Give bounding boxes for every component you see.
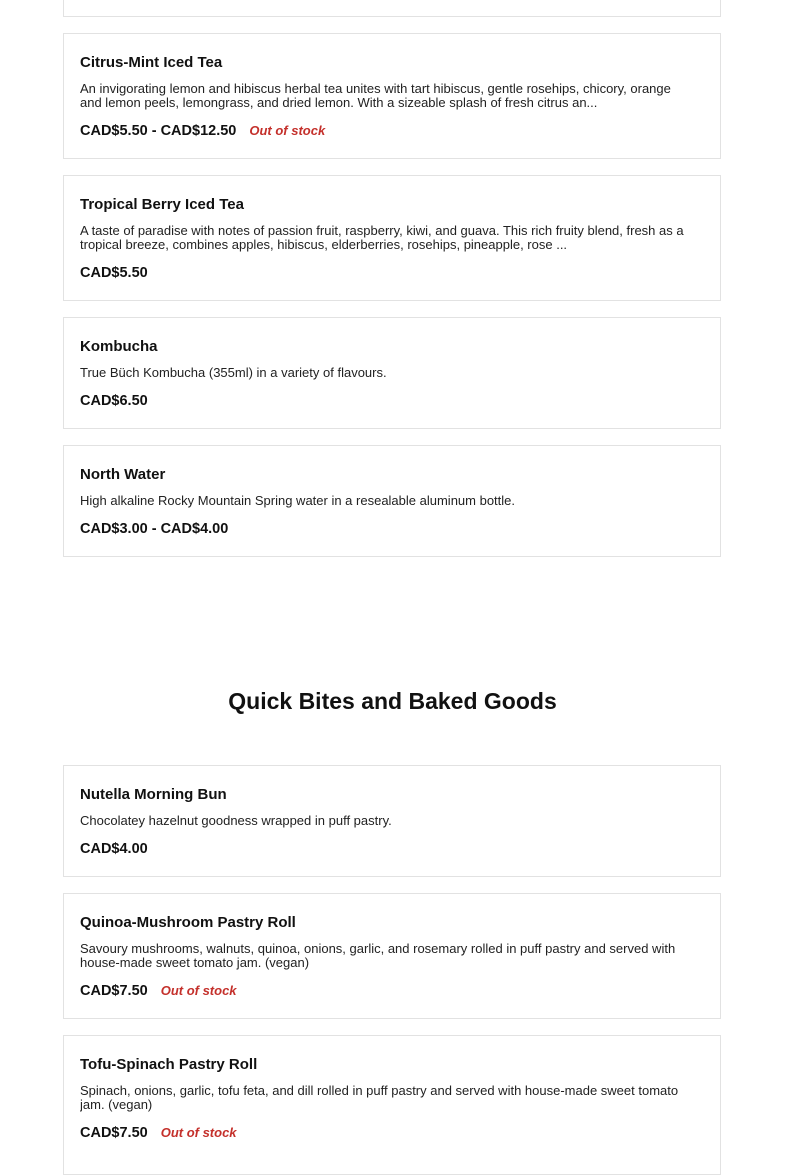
item-description: True Büch Kombucha (355ml) in a variety of flavours.	[80, 366, 387, 380]
item-price: CAD$6.50	[80, 393, 148, 409]
menu-item-card-citrus-mint-iced-tea[interactable]	[63, 33, 721, 159]
item-description: An invigorating lemon and hibiscus herbal tea unites with tart hibiscus, gentle rosehips, chicory, orange and lemon peels, lemongrass, and dried lemon. With a sizeable splash of fresh citrus an...	[80, 82, 671, 110]
menu-item-card-nutella-morning-bun[interactable]	[63, 765, 721, 877]
out-of-stock-badge: Out of stock	[160, 983, 237, 998]
item-name: Quinoa-Mushroom Pastry Roll	[80, 914, 296, 931]
menu-item-card-tropical-berry-iced-tea[interactable]	[63, 175, 721, 301]
item-price: CAD$4.00	[80, 841, 148, 857]
item-price: CAD$7.50	[80, 983, 148, 999]
section-title-quick-bites: Quick Bites and Baked Goods	[228, 688, 557, 714]
menu-item-card-kombucha[interactable]	[63, 317, 721, 429]
item-price: CAD$7.50	[80, 1125, 148, 1141]
item-name: Nutella Morning Bun	[80, 786, 227, 803]
menu-item-card-quinoa-mushroom-pastry-roll[interactable]	[63, 893, 721, 1019]
menu-item-card-tofu-spinach-pastry-roll[interactable]	[63, 1035, 721, 1175]
item-description: High alkaline Rocky Mountain Spring water in a resealable aluminum bottle.	[80, 494, 516, 508]
price-row	[80, 1124, 237, 1142]
item-name: Tropical Berry Iced Tea	[80, 196, 244, 213]
item-description: A taste of paradise with notes of passion fruit, raspberry, kiwi, and guava. This rich fruity blend, fresh as a tropical breeze, combines apples, hibiscus, elderberries, rosehips, pineapple, rose ...	[80, 224, 684, 252]
price-row	[80, 982, 237, 1000]
price-row	[80, 392, 148, 410]
item-price: CAD$5.50 - CAD$12.50	[80, 123, 237, 139]
item-description: Chocolatey hazelnut goodness wrapped in puff pastry.	[80, 814, 392, 828]
item-name: Kombucha	[80, 338, 158, 355]
item-name: Tofu-Spinach Pastry Roll	[80, 1056, 258, 1073]
menu-item-card-north-water[interactable]	[63, 445, 721, 557]
item-price: CAD$5.50	[80, 265, 148, 281]
item-name: North Water	[80, 466, 166, 483]
item-name: Citrus-Mint Iced Tea	[80, 54, 223, 71]
price-row	[80, 264, 148, 282]
price-row	[80, 122, 325, 140]
out-of-stock-badge: Out of stock	[160, 1125, 237, 1140]
price-row	[80, 520, 228, 538]
item-description: Savoury mushrooms, walnuts, quinoa, onions, garlic, and rosemary rolled in puff pastry and served with house-made sweet tomato jam. (vegan)	[80, 942, 676, 970]
price-row	[80, 840, 148, 858]
item-price: CAD$3.00 - CAD$4.00	[80, 521, 229, 537]
item-description: Spinach, onions, garlic, tofu feta, and dill rolled in puff pastry and served with house-made sweet tomato jam. (vegan)	[80, 1084, 679, 1112]
menu-item-card-partial[interactable]	[63, 0, 721, 17]
out-of-stock-badge: Out of stock	[249, 123, 326, 138]
